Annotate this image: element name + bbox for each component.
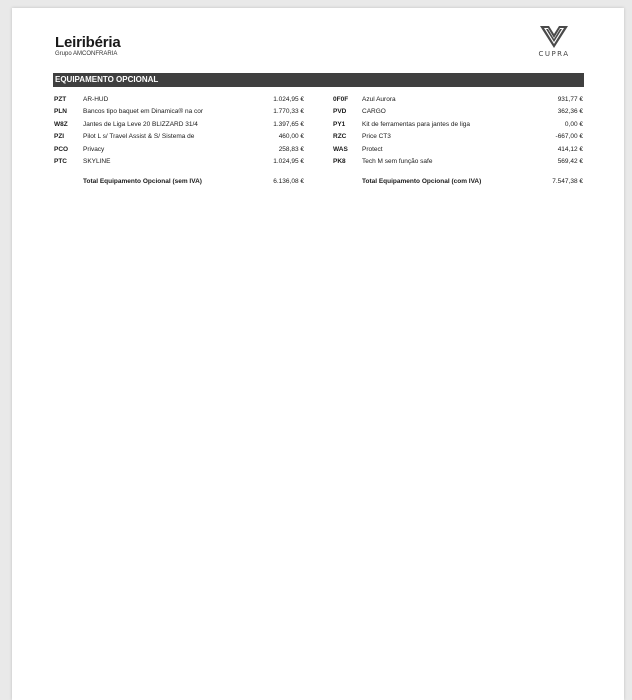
option-code: PY1: [333, 120, 346, 128]
option-row: [54, 131, 304, 143]
option-description: Price CT3: [362, 133, 391, 141]
option-description: Jantes de Liga Leve 20 BLIZZARD 31/4: [83, 120, 198, 128]
company-group: Grupo AMCONFRARIA: [55, 51, 118, 57]
total-with-vat-value: 7.547,38 €: [552, 178, 583, 185]
option-code: PVD: [333, 108, 347, 116]
option-description: CARGO: [362, 108, 386, 116]
option-price: 414,12 €: [557, 145, 583, 153]
option-description: Protect: [362, 145, 383, 153]
options-list-left: [54, 94, 304, 168]
option-description: Kit de ferramentas para jantes de liga: [362, 120, 471, 128]
option-price: 460,00 €: [278, 133, 304, 141]
logo-wordmark: CUPRA: [538, 50, 570, 58]
option-code: PLN: [54, 108, 67, 116]
option-code: RZC: [333, 133, 347, 141]
option-row: [333, 131, 583, 143]
company-header: [55, 35, 121, 58]
company-name: Leiribéria: [55, 34, 121, 51]
option-price: 569,42 €: [557, 157, 583, 165]
total-with-vat-label: Total Equipamento Opcional (com IVA): [362, 178, 482, 185]
option-row: [333, 144, 583, 156]
option-code: PTC: [54, 157, 67, 165]
option-description: AR-HUD: [83, 96, 109, 103]
option-description: SKYLINE: [83, 157, 111, 165]
option-row: [333, 94, 583, 106]
option-price: 362,36 €: [557, 108, 583, 116]
brand-logo: [536, 26, 572, 58]
option-description: Azul Aurora: [362, 96, 396, 103]
document-page: [12, 8, 624, 700]
option-row: [54, 106, 304, 118]
option-price: 1.024,95 €: [273, 157, 304, 165]
option-description: Privacy: [83, 145, 105, 153]
total-with-vat: [333, 177, 583, 187]
option-row: [333, 106, 583, 118]
option-row: [54, 156, 304, 168]
option-price: -667,00 €: [555, 133, 583, 141]
option-description: Tech M sem função safe: [362, 157, 433, 165]
option-row: [54, 144, 304, 156]
option-code: PK8: [333, 157, 346, 165]
total-without-vat-value: 6.136,08 €: [273, 178, 304, 185]
total-without-vat: [54, 177, 304, 187]
option-description: Pilot L s/ Travel Assist & S/ Sistema de: [83, 133, 195, 141]
cupra-logo-icon: [536, 26, 572, 48]
option-row: [333, 156, 583, 168]
option-row: [54, 94, 304, 106]
option-code: 0F0F: [333, 96, 349, 103]
option-price: 1.024,95 €: [273, 96, 304, 103]
option-price: 258,83 €: [278, 145, 304, 153]
option-price: 0,00 €: [564, 120, 583, 128]
option-code: W8Z: [54, 120, 68, 128]
option-code: PZT: [54, 96, 67, 103]
option-code: PZI: [54, 133, 65, 141]
options-list-right: [333, 94, 583, 168]
section-title: EQUIPAMENTO OPCIONAL: [53, 73, 584, 87]
option-price: 1.397,65 €: [273, 120, 304, 128]
option-price: 931,77 €: [557, 96, 583, 103]
option-description: Bancos tipo baquet em Dinamica® na cor: [83, 108, 204, 116]
option-row: [54, 119, 304, 131]
option-price: 1.770,33 €: [273, 108, 304, 116]
option-row: [333, 119, 583, 131]
option-code: PCO: [54, 145, 69, 153]
total-without-vat-label: Total Equipamento Opcional (sem IVA): [83, 178, 202, 185]
option-code: WAS: [333, 145, 348, 153]
